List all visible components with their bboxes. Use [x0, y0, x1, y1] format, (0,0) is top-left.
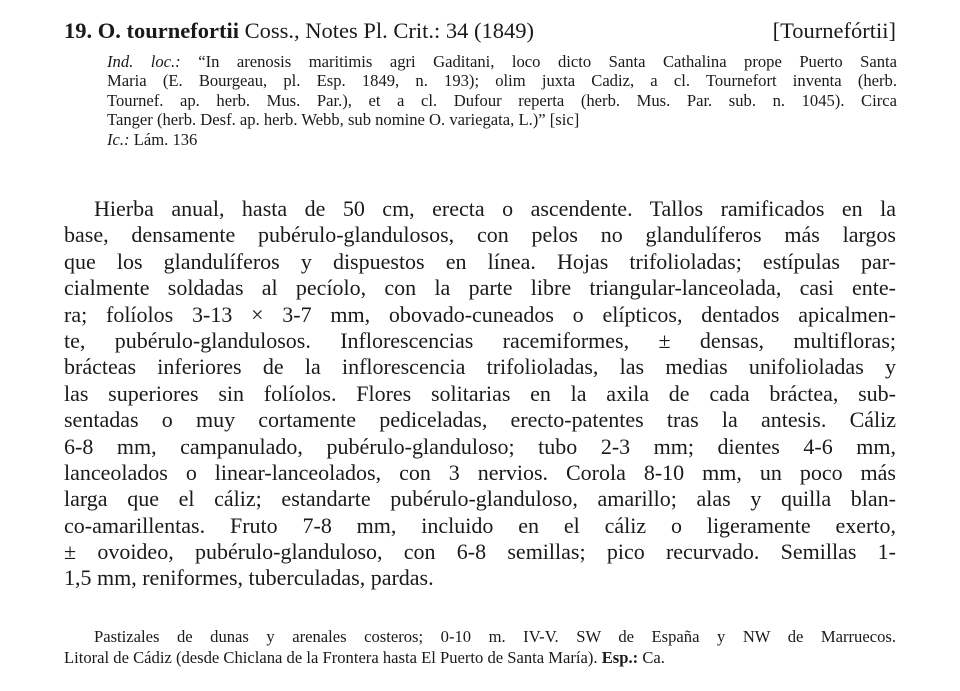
ind-loc-label: Ind. loc.: — [107, 52, 181, 71]
description-line: que los glandulíferos y dispuestos en línea. Hojas trifolioladas; estípulas par- — [64, 248, 896, 274]
description-line: ± ovoideo, pubérulo-glanduloso, con 6-8 semillas; pico recurvado. Semillas 1- — [64, 539, 896, 565]
description-line: co-amarillentas. Fruto 7-8 mm, incluido en el cáliz o ligeramente exerto, — [64, 512, 896, 538]
description-line: te, pubérulo-glandulosos. Inflorescencias racemiformes, ± densas, multifloras; — [64, 327, 896, 353]
type-locality-block — [107, 52, 897, 149]
description-line: ra; folíolos 3-13 × 3-7 mm, obovado-cuneados o elípticos, dentados apicalmen- — [64, 301, 896, 327]
description-line: 6-8 mm, campanulado, pubérulo-glanduloso; tubo 2-3 mm; dientes 4-6 mm, — [64, 433, 896, 459]
species-name: O. tournefortii — [97, 18, 239, 43]
description-line: las superiores sin folíolos. Flores solitarias en la axila de cada bráctea, sub- — [64, 380, 896, 406]
species-number: 19. — [64, 18, 93, 43]
esp-value: Ca. — [642, 648, 665, 667]
habitat-line: Pastizales de dunas y arenales costeros; 0-10 m. IV-V. SW de España y NW de Marruecos. — [94, 627, 896, 646]
description-line: 1,5 mm, reniformes, tuberculadas, pardas. — [64, 565, 434, 591]
type-locality-line: Tournef. ap. herb. Mus. Par.), et a cl. Dufour reperta (herb. Mus. Par. sub. n. 1045). Circa — [107, 90, 897, 110]
species-pronunciation: [Tournefórtii] — [772, 18, 896, 43]
ic-label: Ic.: — [107, 129, 130, 149]
description-line: larga que el cáliz; estandarte pubérulo-glanduloso, amarillo; alas y quilla blan- — [64, 486, 896, 512]
esp-label: Esp.: — [601, 648, 639, 667]
iconography-text: Lám. 136 — [133, 129, 198, 149]
type-locality-line: Maria (E. Bourgeau, pl. Esp. 1849, n. 193); olim juxta Cadiz, a cl. Tournefort inventa (herb. — [107, 71, 897, 91]
description-line: Hierba anual, hasta de 50 cm, erecta o ascendente. Tallos ramificados en la — [94, 196, 896, 221]
description-line: lanceolados o linear-lanceolados, con 3 nervios. Corola 8-10 mm, un poco más — [64, 459, 896, 485]
species-description — [64, 196, 896, 592]
description-line: sentadas o muy cortamente pediceladas, erecto-patentes tras la antesis. Cáliz — [64, 407, 896, 433]
description-line: brácteas inferiores de la inflorescencia trifolioladas, las medias unifolioladas y — [64, 354, 896, 380]
habitat-distribution-block — [64, 626, 896, 668]
type-locality-line: Tanger (herb. Desf. ap. herb. Webb, sub nomine O. variegata, L.)” [sic] — [107, 110, 580, 130]
species-heading — [64, 14, 896, 48]
distribution-text: Litoral de Cádiz (desde Chiclana de la Frontera hasta El Puerto de Santa María). — [64, 648, 598, 667]
species-citation: Coss., Notes Pl. Crit.: 34 (1849) — [244, 18, 534, 43]
description-line: cialmente soldadas al pecíolo, con la parte libre triangular-lanceolada, casi ente- — [64, 275, 896, 301]
iconography-line — [107, 130, 897, 149]
distribution-line — [64, 647, 896, 668]
type-locality-line — [107, 52, 897, 71]
type-locality-text: “In arenosis maritimis agri Gaditani, loco dicto Santa Cathalina prope Puerto Santa — [198, 52, 897, 71]
description-line: base, densamente pubérulo-glandulosos, con pelos no glandulíferos más largos — [64, 222, 896, 248]
